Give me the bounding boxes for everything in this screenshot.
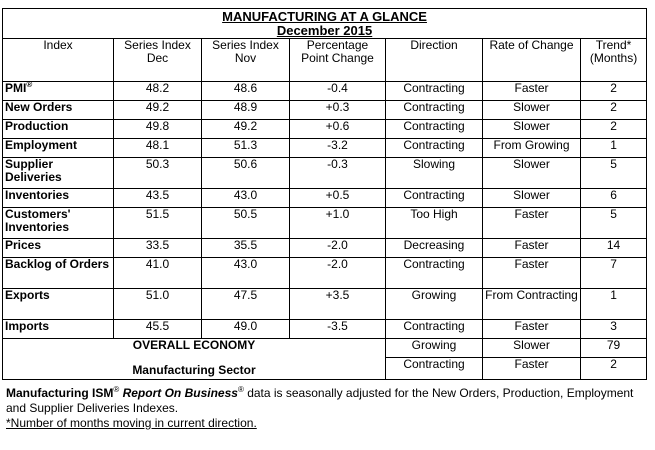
title-line1: MANUFACTURING AT A GLANCE [222, 9, 427, 24]
cell-trend: 14 [581, 239, 647, 258]
cell-direction: Contracting [386, 120, 483, 139]
row-index-text: Exports [5, 288, 50, 302]
cell-change: -2.0 [290, 258, 386, 289]
table-row [3, 139, 647, 158]
table-row [3, 158, 647, 189]
cell-direction: Growing [386, 289, 483, 320]
cell-direction: Decreasing [386, 239, 483, 258]
row-index-text: Employment [5, 138, 78, 152]
registered-mark: ® [26, 80, 33, 89]
header-direction: Direction [386, 39, 483, 82]
cell-direction: Contracting [386, 258, 483, 289]
cell-dec: 48.2 [114, 82, 202, 101]
cell-dec: 41.0 [114, 258, 202, 289]
cell-trend: 1 [581, 289, 647, 320]
notes-rest: data is seasonally adjusted for the New Orders, Production, Employment and Supplier Deliveries Indexes. [6, 386, 634, 415]
cell-nov: 50.5 [202, 208, 290, 239]
cell-change: -2.0 [290, 239, 386, 258]
cell-change: -0.4 [290, 82, 386, 101]
cell-trend: 7 [581, 258, 647, 289]
cell-change: -3.5 [290, 320, 386, 339]
cell-direction: Slowing [386, 158, 483, 189]
notes-reg2: ® [237, 385, 244, 394]
header-trend: Trend* (Months) [581, 39, 647, 82]
table-row [3, 208, 647, 239]
cell-nov: 50.6 [202, 158, 290, 189]
row-index-label [3, 320, 114, 339]
cell-rate: Faster [483, 239, 581, 258]
cell-change: -3.2 [290, 139, 386, 158]
row-index-text: New Orders [5, 100, 73, 114]
row-index-label [3, 239, 114, 258]
overall-row [3, 339, 647, 358]
row-index-text: Inventories [5, 188, 70, 202]
table-row [3, 239, 647, 258]
cell-nov: 48.6 [202, 82, 290, 101]
cell-nov: 48.9 [202, 101, 290, 120]
cell-nov: 47.5 [202, 289, 290, 320]
cell-direction: Too High [386, 208, 483, 239]
row-index-label [3, 158, 114, 189]
manufacturing-table [2, 8, 647, 380]
row-index-label [3, 189, 114, 208]
cell-nov: 51.3 [202, 139, 290, 158]
table-row [3, 189, 647, 208]
cell-rate: Faster [483, 320, 581, 339]
cell-trend: 2 [581, 82, 647, 101]
cell-rate: From Growing [483, 139, 581, 158]
cell-trend: 6 [581, 189, 647, 208]
cell-change: +0.6 [290, 120, 386, 139]
header-dec: Series Index Dec [114, 39, 202, 82]
table-row [3, 289, 647, 320]
row-index-text: Production [5, 119, 69, 133]
notes-italic: Report On Business [122, 386, 238, 400]
table-row [3, 101, 647, 120]
cell-rate: Slower [483, 189, 581, 208]
cell-dec: 33.5 [114, 239, 202, 258]
notes [6, 386, 646, 431]
cell-rate: Slower [483, 158, 581, 189]
header-row [3, 39, 647, 82]
table-row [3, 320, 647, 339]
cell-nov: 49.2 [202, 120, 290, 139]
cell-trend: 5 [581, 158, 647, 189]
header-nov: Series Index Nov [202, 39, 290, 82]
row-index-text: Prices [5, 238, 42, 252]
table-row [3, 120, 647, 139]
overall-rate: Slower [483, 339, 581, 358]
row-index-label [3, 208, 114, 239]
cell-direction: Contracting [386, 139, 483, 158]
cell-change: +1.0 [290, 208, 386, 239]
footnote: *Number of months moving in current direction. [6, 416, 257, 430]
cell-direction: Contracting [386, 320, 483, 339]
table-row [3, 258, 647, 289]
notes-prefix: Manufacturing ISM [6, 386, 114, 400]
row-index-text: PMI [5, 81, 27, 95]
cell-rate: Faster [483, 208, 581, 239]
cell-dec: 49.2 [114, 101, 202, 120]
cell-nov: 43.0 [202, 189, 290, 208]
cell-direction: Contracting [386, 82, 483, 101]
title-line2: December 2015 [276, 23, 373, 38]
row-index-label [3, 101, 114, 120]
sector-rate: Faster [483, 358, 581, 380]
header-index: Index [3, 39, 114, 82]
cell-dec: 43.5 [114, 189, 202, 208]
cell-trend: 2 [581, 101, 647, 120]
manufacturing-sector-label: Manufacturing Sector [132, 363, 256, 377]
row-index-label [3, 289, 114, 320]
table-title [3, 9, 647, 39]
row-index-label [3, 120, 114, 139]
cell-direction: Contracting [386, 101, 483, 120]
sector-direction: Contracting [386, 358, 483, 380]
overall-economy-label: OVERALL ECONOMY [132, 338, 256, 352]
cell-change: -0.3 [290, 158, 386, 189]
header-rate: Rate of Change [483, 39, 581, 82]
cell-rate: Faster [483, 82, 581, 101]
overall-labels [3, 339, 386, 380]
overall-direction: Growing [386, 339, 483, 358]
cell-trend: 2 [581, 120, 647, 139]
table-row [3, 82, 647, 101]
cell-trend: 1 [581, 139, 647, 158]
cell-rate: From Contracting [483, 289, 581, 320]
row-index-label [3, 258, 114, 289]
cell-change: +3.5 [290, 289, 386, 320]
header-change: Percentage Point Change [290, 39, 386, 82]
cell-dec: 50.3 [114, 158, 202, 189]
cell-nov: 35.5 [202, 239, 290, 258]
sector-trend: 2 [581, 358, 647, 380]
row-index-text: Backlog of Orders [5, 257, 110, 271]
row-index-label [3, 139, 114, 158]
cell-change: +0.3 [290, 101, 386, 120]
cell-rate: Faster [483, 258, 581, 289]
cell-dec: 51.0 [114, 289, 202, 320]
cell-dec: 51.5 [114, 208, 202, 239]
cell-dec: 48.1 [114, 139, 202, 158]
cell-nov: 43.0 [202, 258, 290, 289]
row-index-label [3, 82, 114, 101]
row-index-text: Supplier Deliveries [5, 157, 62, 184]
notes-text [6, 386, 646, 416]
cell-trend: 5 [581, 208, 647, 239]
cell-rate: Slower [483, 120, 581, 139]
cell-change: +0.5 [290, 189, 386, 208]
cell-rate: Slower [483, 101, 581, 120]
cell-nov: 49.0 [202, 320, 290, 339]
notes-reg1: ® [113, 385, 120, 394]
row-index-text: Customers' Inventories [5, 207, 71, 234]
cell-dec: 45.5 [114, 320, 202, 339]
overall-trend: 79 [581, 339, 647, 358]
cell-direction: Contracting [386, 189, 483, 208]
row-index-text: Imports [5, 319, 50, 333]
cell-trend: 3 [581, 320, 647, 339]
cell-dec: 49.8 [114, 120, 202, 139]
